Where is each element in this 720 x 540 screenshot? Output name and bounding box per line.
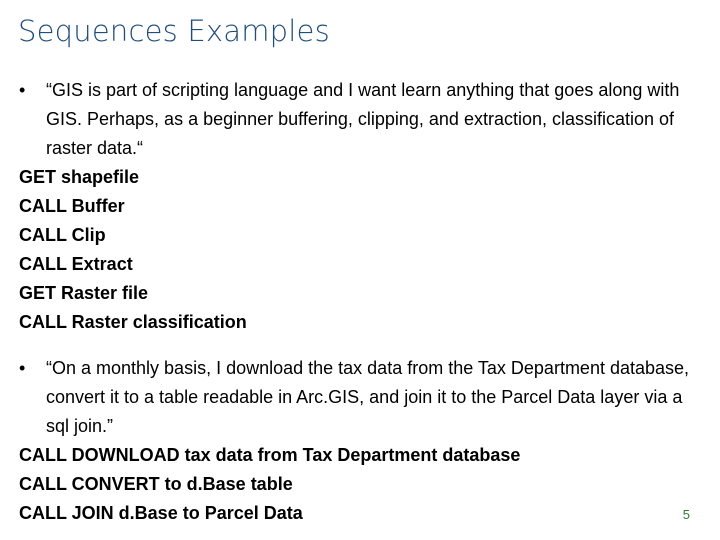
section-divider [19, 337, 699, 354]
page-number: 5 [682, 507, 690, 522]
bullet-quote-1 [19, 76, 699, 163]
command-line: CALL CONVERT to d.Base table [19, 474, 293, 494]
command-line: CALL Clip [19, 225, 106, 245]
command-line: GET Raster file [19, 283, 149, 303]
command-list-2 [19, 441, 699, 528]
slide-title: Sequences Examples [18, 14, 330, 48]
command-list-1 [19, 163, 699, 337]
example-section-1 [19, 76, 699, 337]
bullet-mark: • [19, 358, 26, 378]
bullet-mark: • [19, 80, 26, 100]
command-line: CALL Buffer [19, 196, 125, 216]
slide-content [19, 76, 699, 528]
quote-text: “On a monthly basis, I download the tax data from the Tax Department database, convert it to a table readable in Arc.GIS, and join it to the Parcel Data layer via a sql join.” [46, 358, 690, 436]
command-line: GET shapefile [19, 167, 140, 187]
command-line: CALL Raster classification [19, 312, 247, 332]
bullet-quote-2 [19, 354, 699, 441]
command-line: CALL JOIN d.Base to Parcel Data [19, 503, 303, 523]
command-line: CALL Extract [19, 254, 133, 274]
quote-text: “GIS is part of scripting language and I want learn anything that goes along with GIS. Perhaps, as a beginner buffering, clipping, and extraction, classification of raster data.“ [46, 80, 680, 158]
command-line: CALL DOWNLOAD tax data from Tax Department database [19, 445, 521, 465]
example-section-2 [19, 354, 699, 528]
